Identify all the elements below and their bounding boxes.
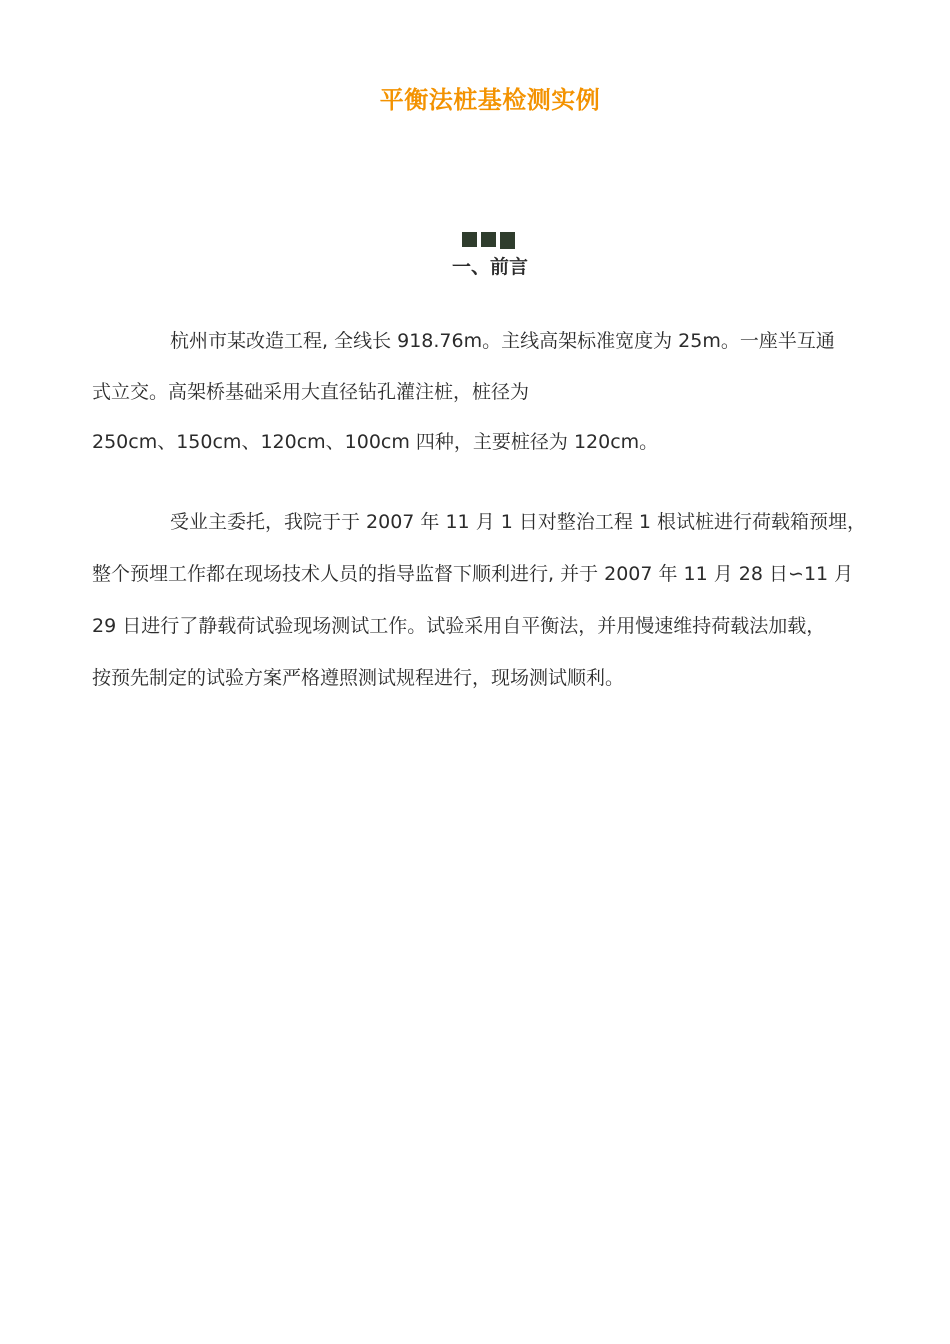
paragraph-line: 受业主委托，我院于于 2007 年 11 月 1 日对整治工程 1 根试桩进行荷载箱预埋， — [170, 511, 867, 533]
paragraph-1 — [92, 326, 892, 466]
section-marks — [462, 232, 515, 250]
square-mark-3 — [500, 232, 515, 249]
paragraph-line: 整个预埋工作都在现场技术人员的指导监督下顺利进行, 并于 2007 年 11 月 28 日∽11 月 — [92, 563, 854, 585]
paragraph-line: 按预先制定的试验方案严格遵照测试规程进行，现场测试顺利。 — [92, 667, 625, 689]
paragraph-line: 250cm、150cm、120cm、100cm 四种，主要桩径为 120cm。 — [92, 431, 659, 453]
document-title: 平衡法桩基检测实例 — [379, 86, 601, 114]
paragraph-line: 式立交。高架桥基础采用大直径钻孔灌注桩，桩径为 — [92, 381, 530, 403]
paragraph-line: 29 日进行了静载荷试验现场测试工作。试验采用自平衡法，并用慢速维持荷载法加载， — [92, 615, 826, 637]
square-mark-1 — [462, 232, 477, 247]
square-mark-2 — [481, 232, 496, 247]
section-heading: 一、前言 — [451, 256, 528, 278]
paragraph-2 — [92, 507, 892, 707]
paragraph-line: 杭州市某改造工程, 全线长 918.76m。主线高架标准宽度为 25m。一座半互通 — [170, 330, 835, 352]
